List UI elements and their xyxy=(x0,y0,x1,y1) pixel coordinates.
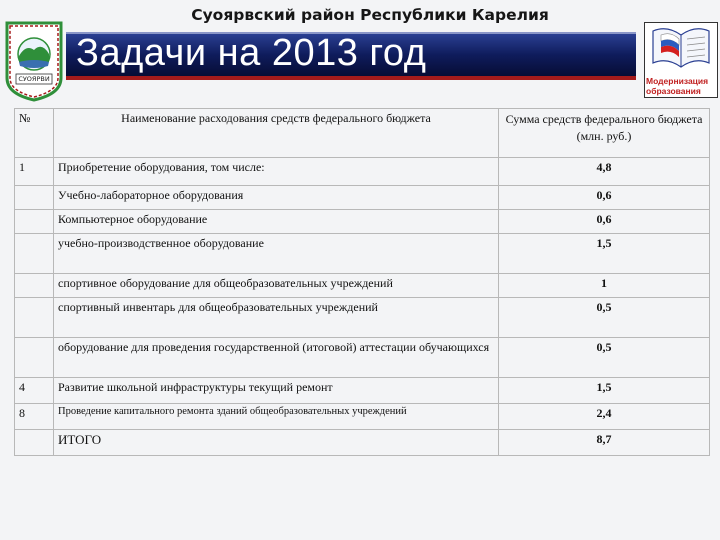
row-num xyxy=(15,338,54,378)
row-num: 4 xyxy=(15,378,54,404)
row-name: учебно-производственное оборудование xyxy=(54,234,499,274)
column-header-num: № xyxy=(15,109,54,158)
table-row xyxy=(15,234,710,274)
column-header-name: Наименование расходования средств федерального бюджета xyxy=(54,109,499,158)
total-sum: 8,7 xyxy=(499,430,710,456)
row-name: Компьютерное оборудование xyxy=(54,210,499,234)
table-row xyxy=(15,338,710,378)
row-num xyxy=(15,186,54,210)
table-row xyxy=(15,186,710,210)
total-label: ИТОГО xyxy=(54,430,499,456)
row-num: 8 xyxy=(15,404,54,430)
row-name: спортивный инвентарь для общеобразовательных учреждений xyxy=(54,298,499,338)
row-sum: 1,5 xyxy=(499,378,710,404)
table-row xyxy=(15,158,710,186)
row-num xyxy=(15,274,54,298)
table-row xyxy=(15,298,710,338)
table-row xyxy=(15,274,710,298)
row-num xyxy=(15,234,54,274)
row-name: оборудование для проведения государственной (итоговой) аттестации обучающихся xyxy=(54,338,499,378)
banner-accent-line xyxy=(66,76,636,80)
table-row-total xyxy=(15,430,710,456)
row-sum: 0,6 xyxy=(499,186,710,210)
region-title: Суоярвский район Республики Карелия xyxy=(191,6,549,24)
table-header-row xyxy=(15,109,710,158)
row-num xyxy=(15,298,54,338)
row-sum: 1 xyxy=(499,274,710,298)
row-sum: 1,5 xyxy=(499,234,710,274)
logo-caption-line1: Модернизация xyxy=(646,76,709,86)
open-book-flag-icon xyxy=(645,23,717,75)
row-sum: 4,8 xyxy=(499,158,710,186)
logo-caption-line2: образования xyxy=(646,86,701,96)
emblem-icon xyxy=(4,20,64,102)
row-name: спортивное оборудование для общеобразовательных учреждений xyxy=(54,274,499,298)
coat-of-arms-emblem xyxy=(4,20,64,102)
slide-title: Задачи на 2013 год xyxy=(76,32,427,74)
table-row xyxy=(15,210,710,234)
table-row xyxy=(15,404,710,430)
row-sum: 0,5 xyxy=(499,298,710,338)
budget-table xyxy=(14,108,710,456)
row-num xyxy=(15,210,54,234)
column-header-sum: Сумма средств федерального бюджета (млн. руб.) xyxy=(499,109,710,158)
row-name: Проведение капитального ремонта зданий общеобразовательных учреждений xyxy=(54,404,499,430)
logo-caption xyxy=(645,76,718,96)
row-sum: 0,6 xyxy=(499,210,710,234)
row-sum: 2,4 xyxy=(499,404,710,430)
emblem-label: СУОЯРВИ xyxy=(18,75,50,83)
row-name: Развитие школьной инфраструктуры текущий ремонт xyxy=(54,378,499,404)
row-name: Приобретение оборудования, том числе: xyxy=(54,158,499,186)
row-num: 1 xyxy=(15,158,54,186)
table-row xyxy=(15,378,710,404)
row-sum: 0,5 xyxy=(499,338,710,378)
row-num xyxy=(15,430,54,456)
modernization-logo xyxy=(644,22,718,98)
row-name: Учебно-лабораторное оборудования xyxy=(54,186,499,210)
